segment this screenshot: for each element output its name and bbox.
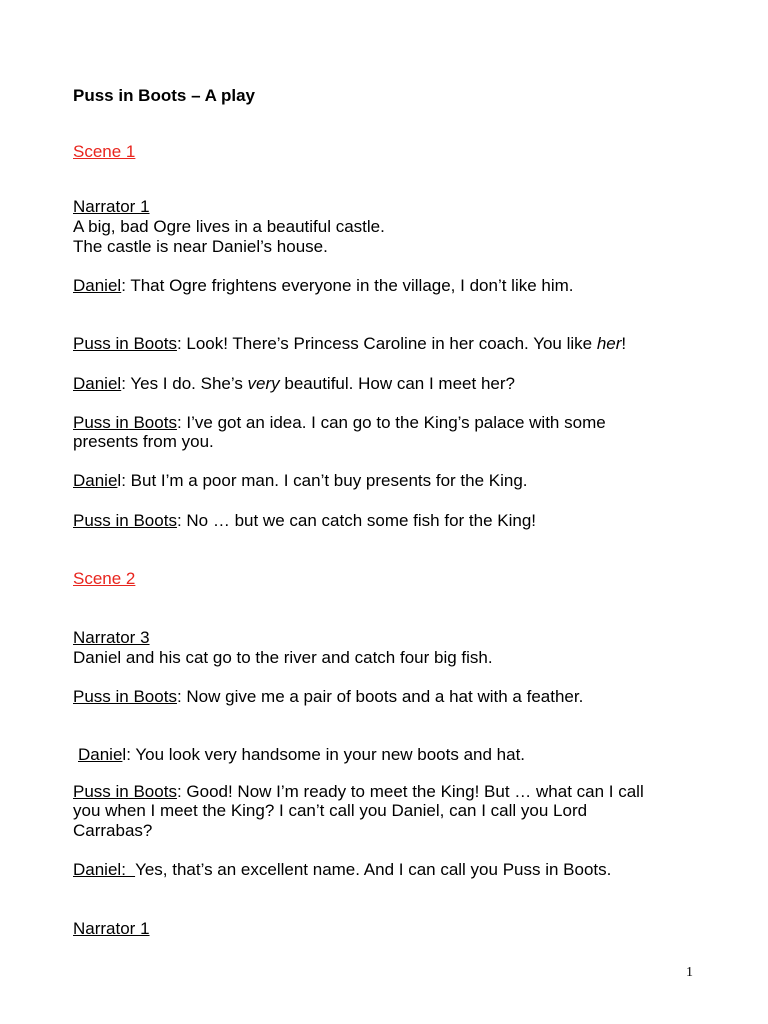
- speaker-label: Narrator 3: [73, 628, 150, 647]
- speaker-label: Puss in Boots: [73, 334, 177, 353]
- dialogue-line: [78, 745, 525, 765]
- narration-line: The castle is near Daniel’s house.: [73, 237, 328, 256]
- dialogue-text: Carrabas?: [73, 821, 153, 840]
- speaker-label: Puss in Boots: [73, 511, 177, 530]
- dialogue-line: [73, 860, 611, 880]
- dialogue-text: Yes, that’s an excellent name. And I can call you Puss in Boots.: [135, 860, 612, 879]
- dialogue-line: [73, 276, 574, 296]
- narration-line: Daniel and his cat go to the river and catch four big fish.: [73, 648, 493, 667]
- speaker-label: Daniel: [73, 374, 122, 393]
- dialogue-text: : Look! There’s Princess Caroline in her coach. You like: [176, 334, 597, 353]
- speaker-label-rest: l: [117, 471, 122, 490]
- dialogue-text: : Good! Now I’m ready to meet the King! But … what can I call: [176, 782, 644, 801]
- speaker-label-rest: l: [122, 745, 127, 764]
- speaker-label: Narrator 1: [73, 919, 150, 938]
- speaker-label: Puss in Boots: [73, 782, 177, 801]
- dialogue-line: [73, 782, 644, 802]
- speaker-label: Danie: [78, 745, 123, 764]
- dialogue-text: : Now give me a pair of boots and a hat with a feather.: [176, 687, 584, 706]
- document-title: Puss in Boots – A play: [73, 86, 256, 105]
- dialogue-text: presents from you.: [73, 432, 214, 451]
- emphasis-text: very: [247, 374, 280, 393]
- dialogue-text: : No … but we can catch some fish for the King!: [176, 511, 537, 530]
- dialogue-line: [73, 374, 515, 394]
- speaker-label: Daniel: [73, 276, 122, 295]
- dialogue-text: : I’ve got an idea. I can go to the King’s palace with some: [176, 413, 606, 432]
- speaker-label: Daniel:: [73, 860, 136, 879]
- dialogue-line: [73, 413, 606, 433]
- speaker-label: Danie: [73, 471, 118, 490]
- dialogue-line: [73, 511, 536, 531]
- scene-heading: Scene 2: [73, 569, 136, 588]
- dialogue-text: : That Ogre frightens everyone in the village, I don’t like him.: [121, 276, 574, 295]
- dialogue-line: [73, 687, 583, 707]
- dialogue-text: you when I meet the King? I can’t call you Daniel, can I call you Lord: [73, 801, 588, 820]
- speaker-label: Puss in Boots: [73, 413, 177, 432]
- dialogue-text: : You look very handsome in your new boots and hat.: [126, 745, 526, 764]
- dialogue-text: : Yes I do. She’s: [121, 374, 248, 393]
- emphasis-text: her: [596, 334, 622, 353]
- narration-line: A big, bad Ogre lives in a beautiful castle.: [73, 217, 385, 236]
- dialogue-line: [73, 334, 626, 354]
- speaker-label: Puss in Boots: [73, 687, 177, 706]
- page-number: 1: [686, 965, 693, 980]
- dialogue-line: [73, 471, 528, 491]
- dialogue-text: !: [621, 334, 627, 353]
- scene-heading: Scene 1: [73, 142, 136, 161]
- dialogue-text: : But I’m a poor man. I can’t buy presents for the King.: [121, 471, 528, 490]
- dialogue-text: beautiful. How can I meet her?: [279, 374, 515, 393]
- speaker-label: Narrator 1: [73, 197, 150, 216]
